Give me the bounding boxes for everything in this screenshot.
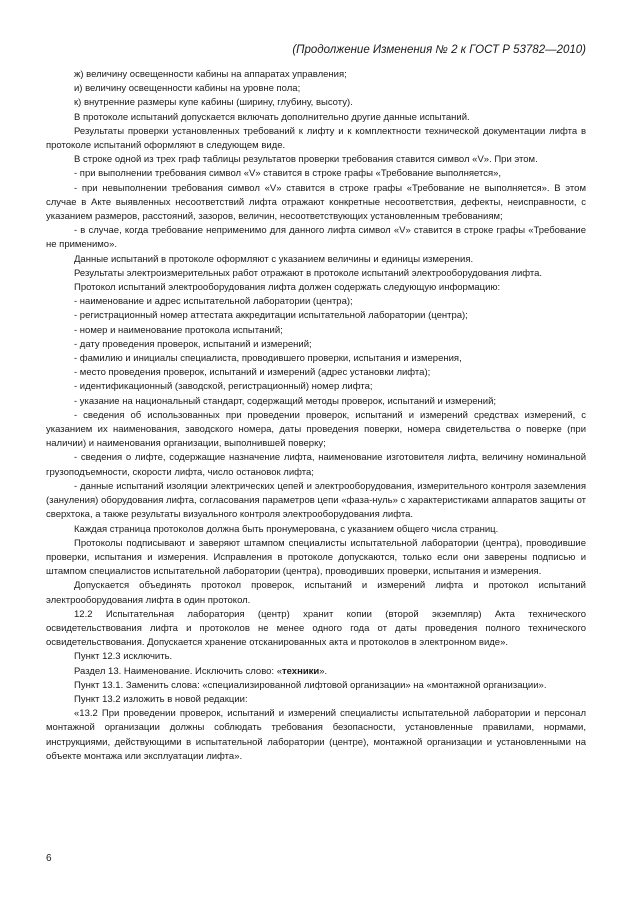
- paragraph: [46, 480, 586, 523]
- paragraph-text: Пункт 13.2 изложить в новой редакции:: [74, 693, 248, 705]
- paragraph: [46, 380, 586, 394]
- paragraph-text: Протокол испытаний электрооборудования лифта должен содержать следующую информацию:: [74, 282, 501, 294]
- paragraph: [46, 68, 586, 82]
- paragraph: [46, 451, 586, 479]
- paragraph-text: - наименование и адрес испытательной лаборатории (центра);: [74, 296, 353, 308]
- paragraph-text: В протоколе испытаний допускается включать дополнительно другие данные испытаний.: [74, 111, 470, 123]
- paragraph-text: Пункт 13.1. Заменить слова: «специализированной лифтовой организации» на «монтажной организации».: [74, 679, 547, 691]
- paragraph-text: Протоколы подписывают и заверяют штампом специалисты испытательной лаборатории (центра), проводившие проверки, испытания и измерения. Исправления в протоколе допускаются, только если они заверены подписью и штампом специалистов испытательной лаборатории (центра), проводивших проверки, испытания и измерения.: [46, 537, 586, 578]
- paragraph-text: - идентификационный (заводской, регистрационный) номер лифта;: [74, 381, 373, 393]
- paragraph: [46, 395, 586, 409]
- paragraph-text: - при выполнении требования символ «V» ставится в строке графы «Требование выполняется»,: [74, 168, 502, 180]
- page-header: (Продолжение Изменения № 2 к ГОСТ Р 53782—2010): [292, 44, 586, 56]
- paragraph: [46, 281, 586, 295]
- paragraph-text: Результаты электроизмерительных работ отражают в протоколе испытаний электрооборудования лифта.: [74, 267, 543, 279]
- paragraph-text: - при невыполнении требования символ «V» ставится в строке графы «Требование не выполняется». В этом случае в Акте выявленных несоответствий лифта отражают конкретные несоответствия, дефекты, неисправности, с указанием размеров, расстояний, зазоров, величин, несоответствующих установленным требованиям;: [46, 182, 586, 223]
- paragraph: [46, 338, 586, 352]
- paragraph: [46, 409, 586, 452]
- paragraph-text: Данные испытаний в протоколе оформляют с указанием величины и единицы измерения.: [74, 253, 474, 265]
- paragraph-text: к) внутренние размеры купе кабины (ширину, глубину, высоту).: [74, 97, 353, 109]
- paragraph: [46, 111, 586, 125]
- paragraph: [46, 608, 586, 651]
- paragraph-text: Каждая страница протоколов должна быть пронумерована, с указанием общего числа страниц.: [74, 523, 499, 535]
- paragraph-text: - указание на национальный стандарт, содержащий методы проверок, испытаний и измерений;: [74, 395, 497, 407]
- paragraph: [46, 665, 586, 679]
- paragraph: [46, 125, 586, 153]
- paragraph: [46, 679, 586, 693]
- paragraph: [46, 650, 586, 664]
- paragraph-text-tail: ».: [319, 665, 328, 677]
- paragraph: [46, 224, 586, 252]
- paragraph-text: «13.2 При проведении проверок, испытаний и измерений специалисты испытательной лаборатории и персонал монтажной организации должны соблюдать требования безопасности, установленные правилами, нормами, инструкциями, действующими в испытательной лаборатории (центре), монтажной организации и установленными на объекте монтажа или эксплуатации лифта».: [46, 708, 586, 762]
- page-number: 6: [46, 853, 52, 864]
- paragraph-text: Раздел 13. Наименование. Исключить слово: «: [74, 665, 282, 677]
- paragraph: [46, 267, 586, 281]
- paragraph: [46, 253, 586, 267]
- paragraph: [46, 579, 586, 607]
- paragraph-text: - номер и наименование протокола испытаний;: [74, 324, 283, 336]
- paragraph: [46, 96, 586, 110]
- document-body: [46, 68, 586, 764]
- paragraph: [46, 167, 586, 181]
- paragraph-text: - фамилию и инициалы специалиста, проводившего проверки, испытания и измерения,: [74, 353, 462, 365]
- paragraph-text: - данные испытаний изоляции электрических цепей и электрооборудования, измерительного контроля заземления (зануления) оборудования лифта, согласования параметров цепи «фаза-нуль» с характеристиками аппаратов защиты от сверхтока, а также результаты визуального контроля электрооборудования лифта.: [46, 480, 586, 521]
- paragraph-text: - сведения о лифте, содержащие назначение лифта, наименование изготовителя лифта, величину номинальной грузоподъемности, скорости лифта, число остановок лифта;: [46, 452, 586, 478]
- paragraph-text: - место проведения проверок, испытаний и измерений (адрес установки лифта);: [74, 367, 431, 379]
- paragraph-text: В строке одной из трех граф таблицы результатов проверки требования ставится символ «V». При этом.: [74, 154, 538, 166]
- paragraph-text: - дату проведения проверок, испытаний и измерений;: [74, 338, 312, 350]
- paragraph: [46, 309, 586, 323]
- paragraph: [46, 182, 586, 225]
- paragraph-text: - регистрационный номер аттестата аккредитации испытательной лаборатории (центра);: [74, 310, 468, 322]
- paragraph-text: - в случае, когда требование неприменимо для данного лифта символ «V» ставится в строке графы «Требование не применимо».: [46, 225, 586, 251]
- paragraph-text: и) величину освещенности кабины на уровне пола;: [74, 83, 301, 95]
- paragraph-text: Результаты проверки установленных требований к лифту и к комплектности технической документации лифта в протоколе испытаний оформляют в следующем виде.: [46, 125, 586, 152]
- paragraph-text: Допускается объединять протокол проверок, испытаний и измерений лифта и протокол испытаний электрооборудования лифта в один протокол.: [46, 580, 586, 606]
- paragraph: [46, 352, 586, 366]
- paragraph: [46, 707, 586, 764]
- paragraph: [46, 295, 586, 309]
- paragraph-text: ж) величину освещенности кабины на аппаратах управления;: [74, 69, 347, 80]
- paragraph: [46, 153, 586, 167]
- paragraph: [46, 537, 586, 580]
- paragraph-bold-text: техники: [281, 665, 320, 677]
- paragraph-text: - сведения об использованных при проведении проверок, испытаний и измерений средствах измерений, с указанием их наименования, заводского номера, даты проведения поверки, номера свидетельства о поверке (при наличии) и наименования организации, выполнившей поверку;: [46, 409, 586, 450]
- paragraph: [46, 523, 586, 537]
- paragraph-text: 12.2 Испытательная лаборатория (центр) хранит копии (второй экземпляр) Акта технического освидетельствования лифта и протоколов не менее одного года от даты проведения полного технического освидетельствования. Допускается хранение отсканированных акта и протоколов в электронном виде».: [46, 608, 586, 649]
- paragraph: [46, 82, 586, 96]
- paragraph: [46, 366, 586, 380]
- paragraph: [46, 324, 586, 338]
- paragraph-text: Пункт 12.3 исключить.: [74, 651, 173, 663]
- document-page: [46, 44, 586, 764]
- paragraph: [46, 693, 586, 707]
